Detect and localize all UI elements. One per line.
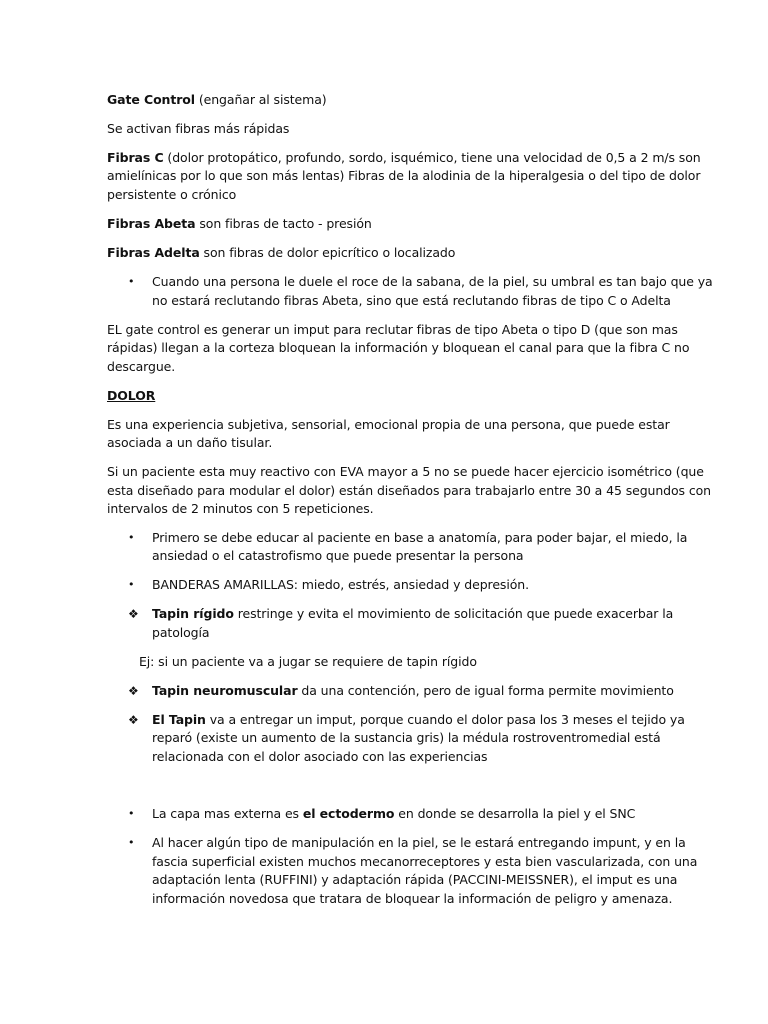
bullet-banderas: BANDERAS AMARILLAS: miedo, estrés, ansiedad y depresión. <box>152 577 529 592</box>
example-tapin-rigido: Ej: si un paciente va a jugar se requiere de tapin rígido <box>139 654 477 669</box>
bullet-educar-line1: Primero se debe educar al paciente en base a anatomía, para poder bajar, el miedo, la <box>152 530 688 545</box>
bullet-manipulacion-line4: información novedosa que tratara de bloquear la información de peligro y amenaza. <box>152 891 673 906</box>
diamond-tapin-rigido-line1: Tapin rígido restringe y evita el movimiento de solicitación que puede exacerbar la <box>152 606 674 621</box>
paragraph-gate-control-line3: descargue. <box>107 359 176 374</box>
paragraph-fibras-abeta: Fibras Abeta son fibras de tacto - presión <box>107 216 372 231</box>
bullet-icon: • <box>128 531 135 544</box>
diamond-bullet-icon: ❖ <box>128 713 139 727</box>
diamond-bullet-icon: ❖ <box>128 684 139 698</box>
diamond-tapin-neuromuscular: Tapin neuromuscular da una contención, pero de igual forma permite movimiento <box>152 683 674 698</box>
paragraph-fibras-rapidas: Se activan fibras más rápidas <box>107 121 290 136</box>
diamond-el-tapin-line3: relacionada con el dolor asociado con las experiencias <box>152 749 488 764</box>
bullet-roce-line2: no estará reclutando fibras Abeta, sino que está reclutando fibras de tipo C o Adelta <box>152 293 671 308</box>
paragraph-gate-control-line2: rápidas) llegan a la corteza bloquean la información y bloquean el canal para que la fibra C no <box>107 340 690 355</box>
paragraph-dolor-line2: asociada a un daño tisular. <box>107 435 273 450</box>
bullet-educar-line2: ansiedad o el catastrofismo que puede presentar la persona <box>152 548 524 563</box>
diamond-el-tapin-line2: reparó (existe un aumento de la sustancia gris) la médula rostroventromedial está <box>152 730 661 745</box>
paragraph-eva-line3: intervalos de 2 minutos con 5 repeticiones. <box>107 501 374 516</box>
bullet-ectodermo: La capa mas externa es el ectodermo en donde se desarrolla la piel y el SNC <box>152 806 636 821</box>
paragraph-eva-line2: esta diseñado para modular el dolor) están diseñados para trabajarlo entre 30 a 45 segundos con <box>107 483 711 498</box>
heading-dolor: DOLOR <box>107 388 156 403</box>
paragraph-fibras-c-line3: persistente o crónico <box>107 187 237 202</box>
diamond-bullet-icon: ❖ <box>128 607 139 621</box>
bullet-manipulacion-line1: Al hacer algún tipo de manipulación en la piel, se le estará entregando impunt, y en la <box>152 835 686 850</box>
bullet-icon: • <box>128 807 135 820</box>
paragraph-fibras-c-line1: Fibras C (dolor protopático, profundo, sordo, isquémico, tiene una velocidad de 0,5 a 2 m/s son <box>107 150 701 165</box>
bullet-icon: • <box>128 275 135 288</box>
paragraph-dolor-line1: Es una experiencia subjetiva, sensorial, emocional propia de una persona, que puede estar <box>107 417 670 432</box>
bullet-icon: • <box>128 578 135 591</box>
paragraph-eva-line1: Si un paciente esta muy reactivo con EVA mayor a 5 no se puede hacer ejercicio isométrico (que <box>107 464 704 479</box>
paragraph-fibras-c-line2: amielínicas por lo que son más lentas) Fibras de la alodinia de la hiperalgesia o del tipo de dolor <box>107 168 701 183</box>
diamond-tapin-rigido-line2: patología <box>152 625 210 640</box>
bullet-icon: • <box>128 836 135 849</box>
paragraph-gate-control-line1: EL gate control es generar un imput para reclutar fibras de tipo Abeta o tipo D (que son mas <box>107 322 678 337</box>
diamond-el-tapin-line1: El Tapin va a entregar un imput, porque cuando el dolor pasa los 3 meses el tejido ya <box>152 712 685 727</box>
gate-control-title: Gate Control (engañar al sistema) <box>107 92 327 107</box>
paragraph-fibras-adelta: Fibras Adelta son fibras de dolor epicrítico o localizado <box>107 245 456 260</box>
bullet-roce-line1: Cuando una persona le duele el roce de la sabana, de la piel, su umbral es tan bajo que ya <box>152 274 713 289</box>
bullet-manipulacion-line2: fascia superficial existen muchos mecanorreceptores y esta bien vascularizada, con una <box>152 854 698 869</box>
bullet-manipulacion-line3: adaptación lenta (RUFFINI) y adaptación rápida (PACCINI-MEISSNER), el imput es una <box>152 872 678 887</box>
